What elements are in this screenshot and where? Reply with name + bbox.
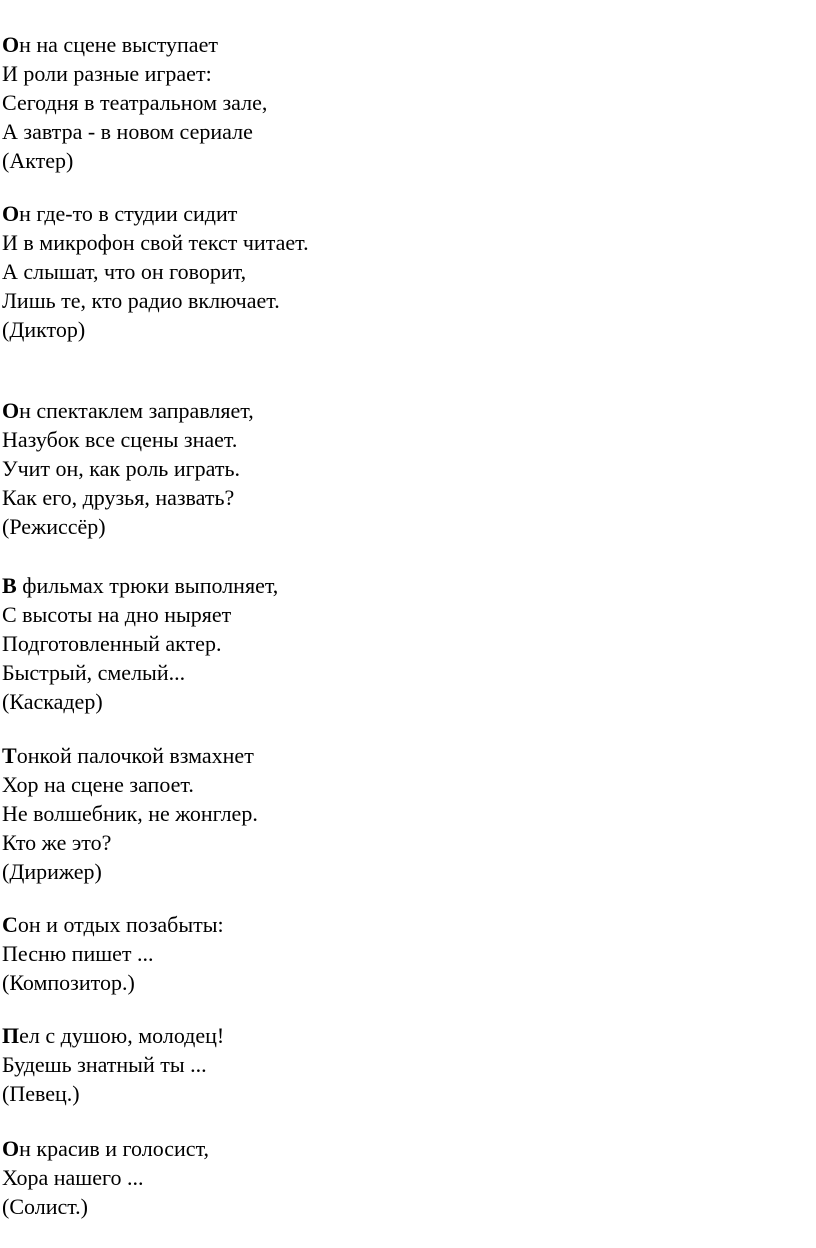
riddle-first-line: [2, 199, 309, 228]
riddle-first-line: [2, 741, 258, 770]
riddle-conductor: [2, 741, 258, 886]
riddle-line: Лишь те, кто радио включает.: [2, 288, 280, 313]
riddle-composer: [2, 910, 224, 997]
riddle-singer: [2, 1021, 224, 1108]
first-line-rest: он и отдых позабыты:: [17, 912, 224, 937]
riddle-soloist: [2, 1134, 209, 1221]
riddle-answer: (Каскадер): [2, 689, 103, 714]
riddle-line: А завтра - в новом сериале: [2, 119, 253, 144]
riddle-actor: [2, 30, 267, 175]
riddle-first-line: [2, 910, 224, 939]
riddle-announcer: [2, 199, 309, 344]
riddle-director: [2, 396, 254, 541]
initial-letter: О: [2, 201, 20, 226]
riddle-line: Хор на сцене запоет.: [2, 772, 194, 797]
riddle-line: С высоты на дно ныряет: [2, 602, 232, 627]
first-line-rest: фильмах трюки выполняет,: [16, 573, 279, 598]
first-line-rest: онкой палочкой взмахнет: [16, 743, 254, 768]
riddle-line: Учит он, как роль играть.: [2, 456, 240, 481]
riddle-answer: (Режиссёр): [2, 514, 106, 539]
initial-letter: С: [2, 912, 18, 937]
riddle-answer: (Дирижер): [2, 859, 102, 884]
riddle-line: Хора нашего ...: [2, 1165, 144, 1190]
riddle-first-line: [2, 571, 278, 600]
riddle-line: Назубок все сцены знает.: [2, 427, 238, 452]
riddle-line: Песню пишет ...: [2, 941, 154, 966]
riddle-stuntman: [2, 571, 278, 716]
first-line-rest: н на сцене выступает: [19, 32, 218, 57]
initial-letter: О: [2, 398, 20, 423]
riddle-first-line: [2, 30, 267, 59]
riddle-answer: (Актер): [2, 148, 74, 173]
initial-letter: О: [2, 1136, 20, 1161]
initial-letter: Т: [2, 743, 17, 768]
riddle-line: Не волшебник, не жонглер.: [2, 801, 258, 826]
first-line-rest: н где-то в студии сидит: [19, 201, 238, 226]
riddle-line: Будешь знатный ты ...: [2, 1052, 207, 1077]
riddle-line: Сегодня в театральном зале,: [2, 90, 268, 115]
first-line-rest: ел с душою, молодец!: [19, 1023, 225, 1048]
riddle-line: Кто же это?: [2, 830, 112, 855]
first-line-rest: н красив и голосист,: [19, 1136, 210, 1161]
initial-letter: В: [2, 573, 17, 598]
riddle-line: Подготовленный актер.: [2, 631, 222, 656]
riddle-answer: (Диктор): [2, 317, 86, 342]
initial-letter: П: [2, 1023, 20, 1048]
riddle-line: И в микрофон свой текст читает.: [2, 230, 309, 255]
first-line-rest: н спектаклем заправляет,: [19, 398, 254, 423]
riddle-line: Как его, друзья, назвать?: [2, 485, 235, 510]
riddle-first-line: [2, 1134, 209, 1163]
riddle-line: А слышат, что он говорит,: [2, 259, 247, 284]
riddle-answer: (Композитор.): [2, 970, 135, 995]
initial-letter: О: [2, 32, 20, 57]
riddle-answer: (Солист.): [2, 1194, 89, 1219]
riddle-first-line: [2, 396, 254, 425]
riddle-answer: (Певец.): [2, 1081, 80, 1106]
riddle-line: И роли разные играет:: [2, 61, 212, 86]
riddle-first-line: [2, 1021, 224, 1050]
riddle-line: Быстрый, смелый...: [2, 660, 186, 685]
